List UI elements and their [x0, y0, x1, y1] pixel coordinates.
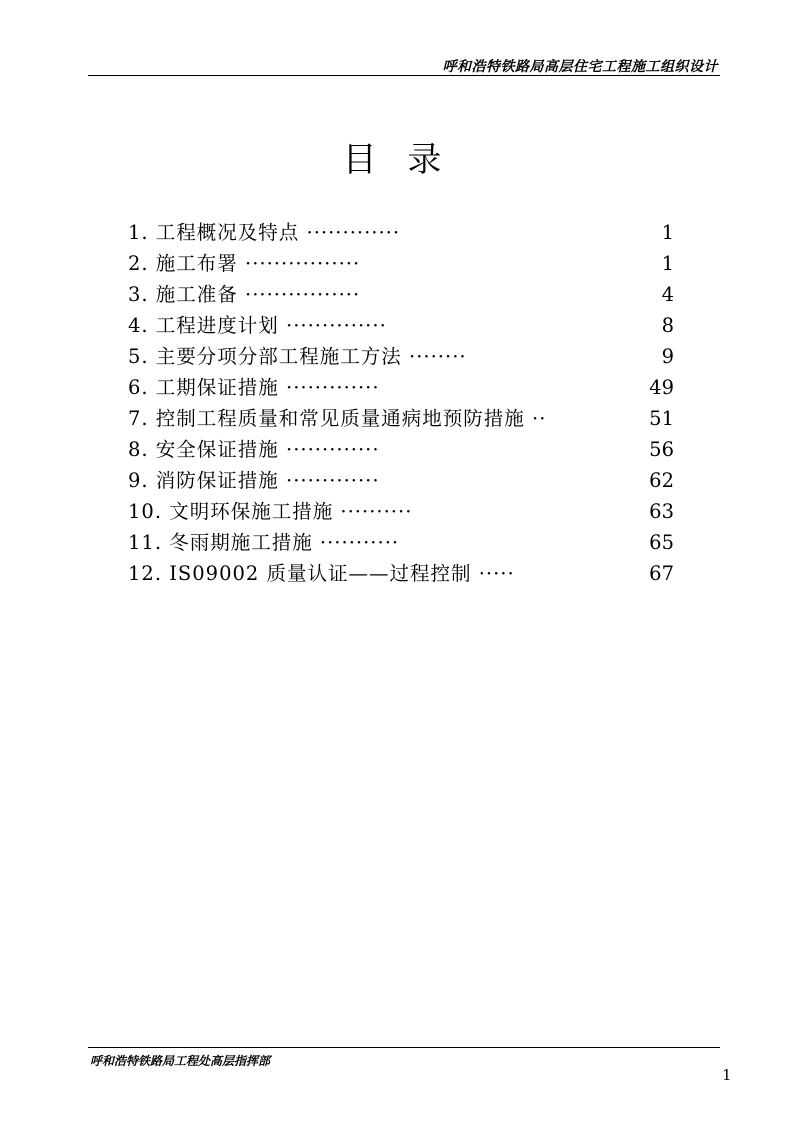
toc-entry-page: 63: [649, 500, 674, 523]
toc-entry-label: 11. 冬雨期施工措施 ···········: [128, 531, 400, 554]
toc-entry[interactable]: [128, 217, 674, 248]
toc-entry[interactable]: [128, 341, 674, 372]
toc-entry-page: 4: [661, 283, 674, 306]
header-rule: [88, 75, 720, 76]
toc-entry-page: 51: [649, 407, 674, 430]
toc-entry[interactable]: [128, 558, 674, 589]
toc-entry[interactable]: [128, 403, 674, 434]
toc-entry-page: 56: [649, 438, 674, 461]
toc-entry-label: 1. 工程概况及特点 ·············: [128, 221, 401, 244]
toc-entry-label: 4. 工程进度计划 ··············: [128, 314, 387, 337]
toc-entry[interactable]: [128, 465, 674, 496]
toc-entry-label: 3. 施工准备 ················: [128, 283, 361, 306]
toc-entry[interactable]: [128, 248, 674, 279]
toc-entry[interactable]: [128, 434, 674, 465]
toc-entry-page: 9: [661, 345, 674, 368]
footer-rule: [88, 1047, 720, 1048]
running-footer: 呼和浩特铁路局工程处高层指挥部: [90, 1054, 271, 1068]
toc-entry-page: 1: [661, 252, 674, 275]
document-title: 目 录: [342, 140, 452, 180]
running-header: 呼和浩特铁路局高层住宅工程施工组织设计: [442, 59, 718, 75]
toc-entry-label: 5. 主要分项分部工程施工方法 ········: [128, 345, 467, 368]
toc-entry[interactable]: [128, 279, 674, 310]
toc-entry-label: 7. 控制工程质量和常见质量通病地预防措施 ··: [128, 407, 547, 430]
toc-entry-page: 8: [661, 314, 674, 337]
toc-entry-label: 6. 工期保证措施 ·············: [128, 376, 380, 399]
toc-entry[interactable]: [128, 372, 674, 403]
toc-entry-page: 65: [649, 531, 674, 554]
toc-entry-page: 67: [649, 562, 674, 585]
toc-entry-page: 49: [649, 376, 674, 399]
table-of-contents: [128, 217, 674, 589]
toc-entry-label: 2. 施工布署 ················: [128, 252, 361, 275]
toc-entry-label: 8. 安全保证措施 ·············: [128, 438, 380, 461]
toc-entry-label: 9. 消防保证措施 ·············: [128, 469, 380, 492]
toc-entry-label: 10. 文明环保施工措施 ··········: [128, 500, 413, 523]
toc-entry-page: 1: [661, 221, 674, 244]
toc-entry[interactable]: [128, 527, 674, 558]
toc-entry[interactable]: [128, 496, 674, 527]
toc-entry-page: 62: [649, 469, 674, 492]
toc-entry-label: 12. IS09002 质量认证——过程控制 ·····: [128, 562, 515, 585]
page-number: 1: [722, 1066, 732, 1084]
toc-entry[interactable]: [128, 310, 674, 341]
